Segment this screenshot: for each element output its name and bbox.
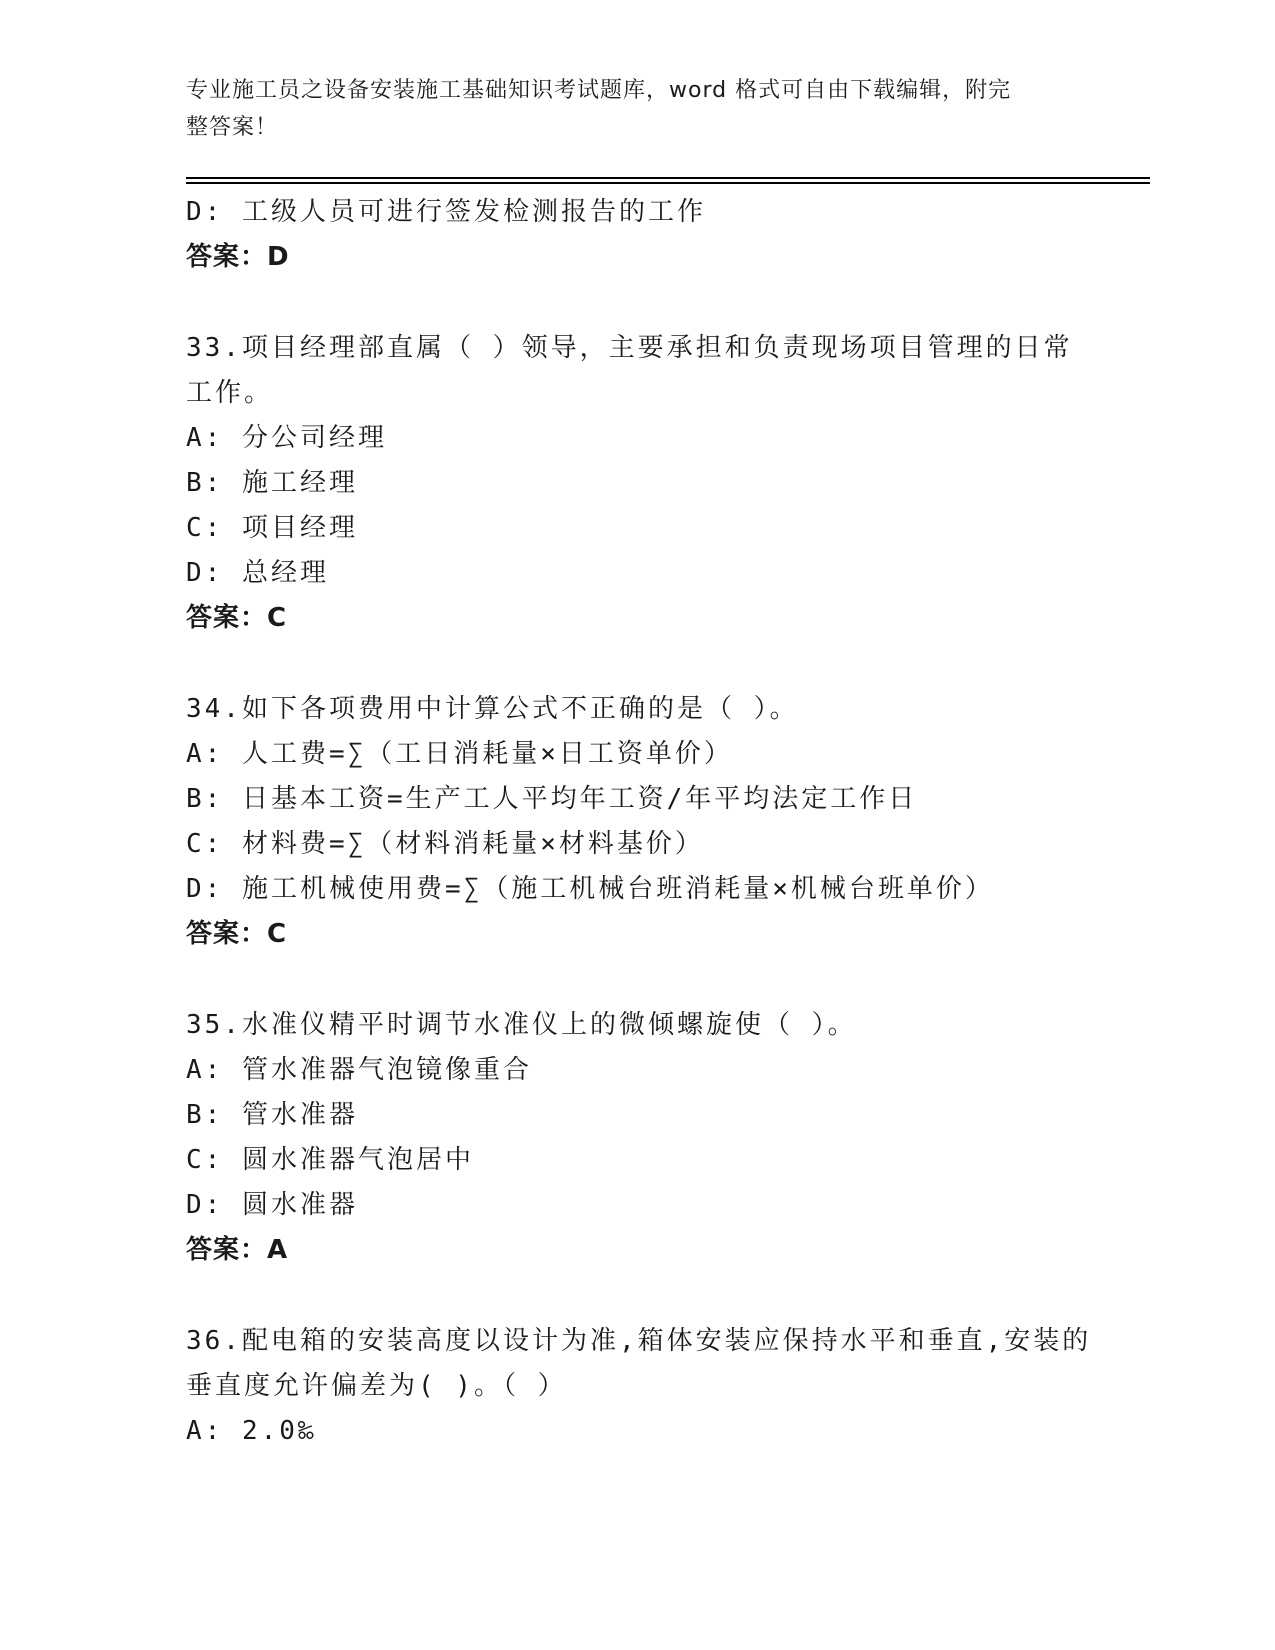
document-body [186,190,1092,1454]
question-block-34 [186,687,1086,957]
spacer [186,957,1086,1003]
question-text-continued: 工作。 [186,378,274,408]
question-text: 34.如下各项费用中计算公式不正确的是（ ）。 [186,694,799,724]
spacer [186,280,1086,326]
question-text: 35.水准仪精平时调节水准仪上的微倾螺旋使（ ）。 [186,1010,857,1040]
option-b: B: 施工经理 [186,468,358,498]
header-line-1: 专业施工员之设备安装施工基础知识考试题库，word 格式可自由下载编辑，附完 [186,78,1012,103]
header-divider-top [186,177,1150,179]
option-b: B: 管水准器 [186,1100,358,1130]
spacer [186,641,1086,687]
option-a: A: 2.0‰ [186,1416,317,1446]
document-header [186,72,1066,146]
answer-label: 答案：A [186,1235,289,1265]
option-d: D: 施工机械使用费=∑（施工机械台班消耗量×机械台班单价） [186,874,994,904]
option-d: D: 总经理 [186,558,329,588]
option-c: C: 项目经理 [186,513,358,543]
header-divider-bottom [186,182,1150,184]
question-text: 36.配电箱的安装高度以设计为准,箱体安装应保持水平和垂直,安装的 [186,1326,1092,1356]
question-block-35 [186,1003,1086,1273]
spacer [186,1273,1086,1319]
option-c: C: 圆水准器气泡居中 [186,1145,474,1175]
option-c: C: 材料费=∑（材料消耗量×材料基价） [186,829,704,859]
option-a: A: 人工费=∑（工日消耗量×日工资单价） [186,739,733,769]
option-d: D: 圆水准器 [186,1190,358,1220]
option-a: A: 管水准器气泡镜像重合 [186,1055,532,1085]
option-b: B: 日基本工资=生产工人平均年工资/年平均法定工作日 [186,784,918,814]
question-text: 33.项目经理部直属（ ）领导，主要承担和负责现场项目管理的日常 [186,333,1073,363]
question-block-36 [186,1319,1092,1454]
header-line-2: 整答案！ [186,115,279,140]
question-block-33 [186,326,1086,641]
answer-label: 答案：C [186,919,288,949]
question-block-32 [186,190,1086,280]
option-a: A: 分公司经理 [186,423,387,453]
question-text-continued: 垂直度允许偏差为( )。（ ） [186,1371,567,1401]
option-d: D: 工级人员可进行签发检测报告的工作 [186,197,706,227]
answer-label: 答案：C [186,603,288,633]
answer-label: 答案：D [186,242,290,272]
